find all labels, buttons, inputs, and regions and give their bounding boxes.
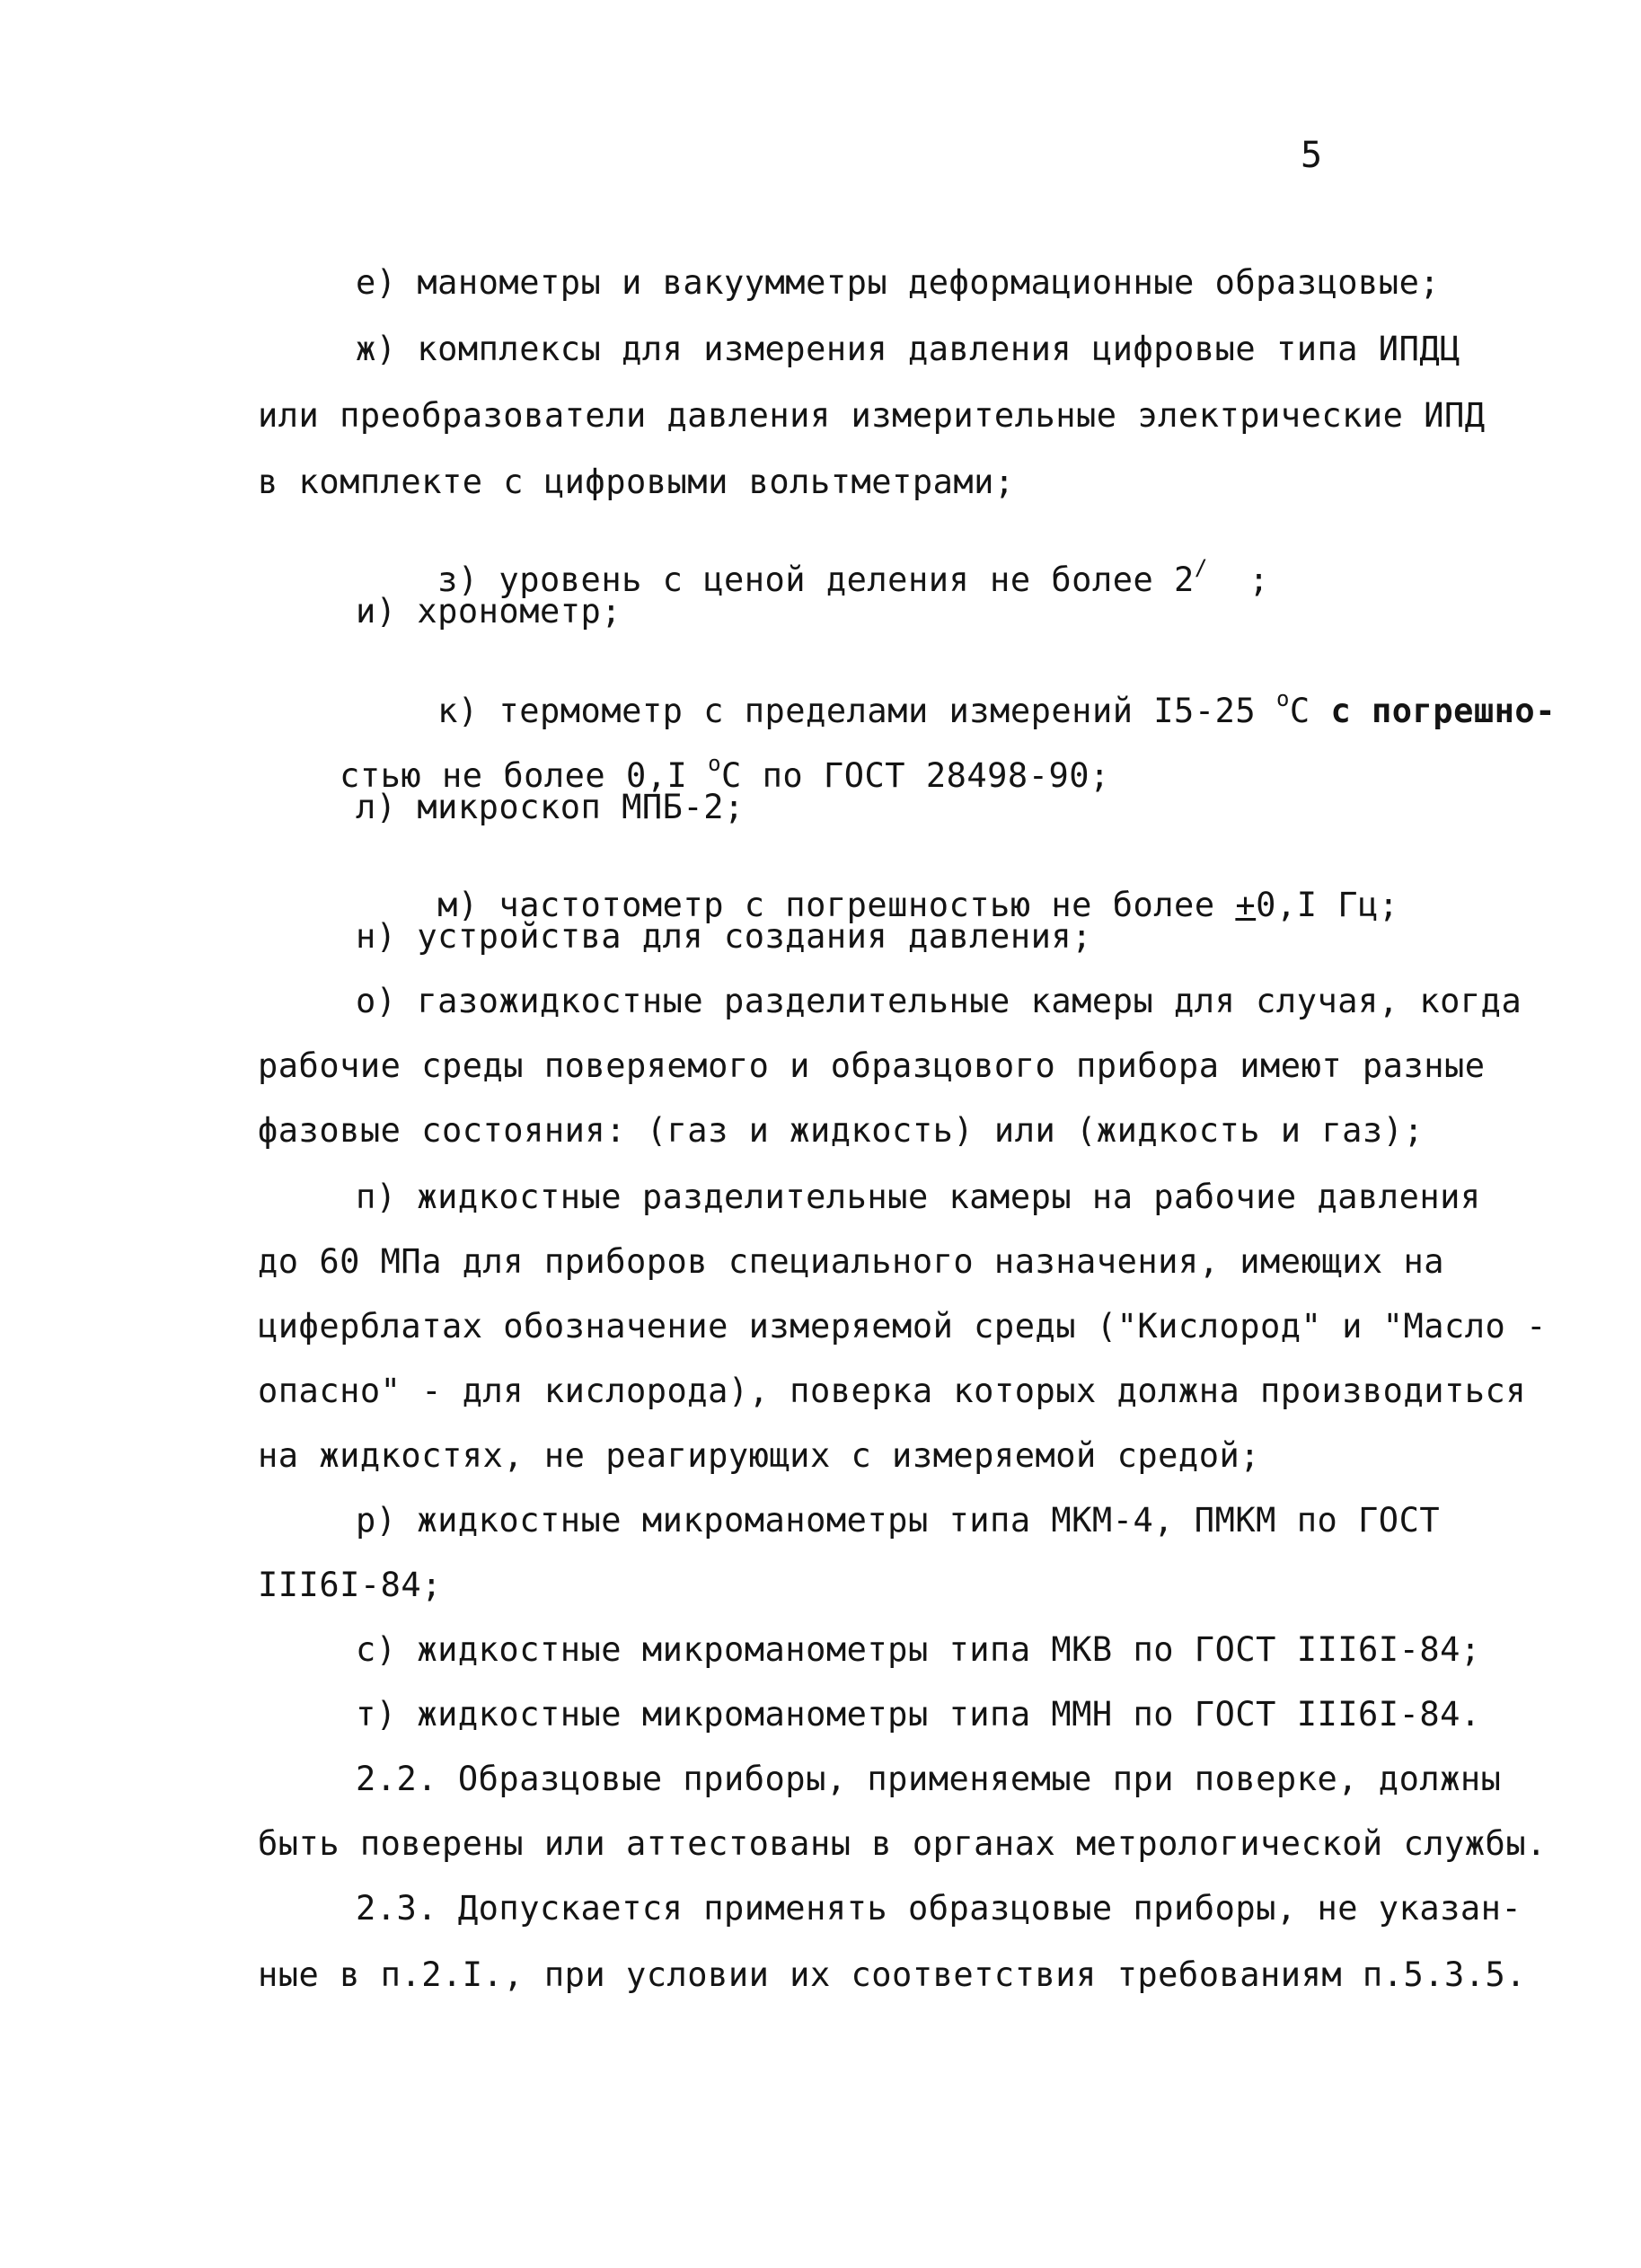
text-line: на жидкостях, не реагирующих с измеряемой средой; [258,1436,1261,1475]
text-line: до 60 МПа для приборов специального назначения, имеющих на [258,1242,1445,1281]
text-line: ж) комплексы для измерения давления цифровые типа ИПДЦ [356,330,1460,368]
page-number: 5 [1301,135,1323,176]
text-line: о) газожидкостные разделительные камеры для случая, когда [356,982,1522,1020]
text-line: п) жидкостные разделительные камеры на рабочие давления [356,1178,1481,1216]
text-fragment: з) уровень с ценой деления не более 2 [437,560,1195,599]
text-fragment: С [721,756,742,795]
text-fragment: с погрешно- [1330,692,1556,730]
text-line: быть поверены или аттестованы в органах метрологической службы. [258,1824,1547,1863]
degree-mark: o [1275,686,1290,711]
text-fragment: С [1289,692,1310,730]
text-line: е) манометры и вакуумметры деформационные образцовые; [356,263,1441,302]
text-fragment: к) термометр с пределами измерений I5-25 [437,692,1257,730]
text-line: л) микроскоп МПБ-2; [356,788,745,826]
text-line: циферблатах обозначение измеряемой среды ("Кислород" и "Масло - [258,1307,1547,1346]
plus-minus-sign: + [1235,886,1257,924]
text-line: 2.2. Образцовые приборы, применяемые при поверке, должны [356,1760,1502,1798]
text-line: рабочие среды поверяемого и образцового прибора имеют разные [258,1046,1486,1085]
text-line: с) жидкостные микроманометры типа МКВ по ГОСТ III6I-84; [356,1630,1481,1669]
text-line: т) жидкостные микроманометры типа ММН по ГОСТ III6I-84. [356,1695,1481,1734]
degree-mark: o [708,751,722,776]
text-line: и) хронометр; [356,592,622,631]
text-line: р) жидкостные микроманометры типа МКМ-4, ПМКМ по ГОСТ [356,1501,1441,1540]
text-line: н) устройства для создания давления; [356,917,1092,956]
text-line: III6I-84; [258,1566,442,1604]
text-fragment: м) частотометр с погрешностью не более [437,886,1215,924]
text-line: в комплекте с цифровыми вольтметрами; [258,463,1015,501]
text-line: фазовые состояния: (газ и жидкость) или (жидкость и газ); [258,1111,1425,1150]
text-fragment: ; [1248,560,1270,599]
text-line: опасно" - для кислорода), поверка которых должна производиться [258,1372,1527,1410]
text-line: или преобразователи давления измерительные электрические ИПД [258,396,1486,435]
text-line: 2.3. Допускается применять образцовые приборы, не указан- [356,1889,1522,1928]
minute-mark: / [1194,555,1208,580]
text-fragment: по ГОСТ 28498-90; [762,756,1110,795]
text-line: ные в п.2.I., при условии их соответствия требованиям п.5.3.5. [258,1955,1527,1994]
text-fragment: стью не более 0,I [340,756,688,795]
text-fragment: 0,I Гц; [1256,886,1399,924]
